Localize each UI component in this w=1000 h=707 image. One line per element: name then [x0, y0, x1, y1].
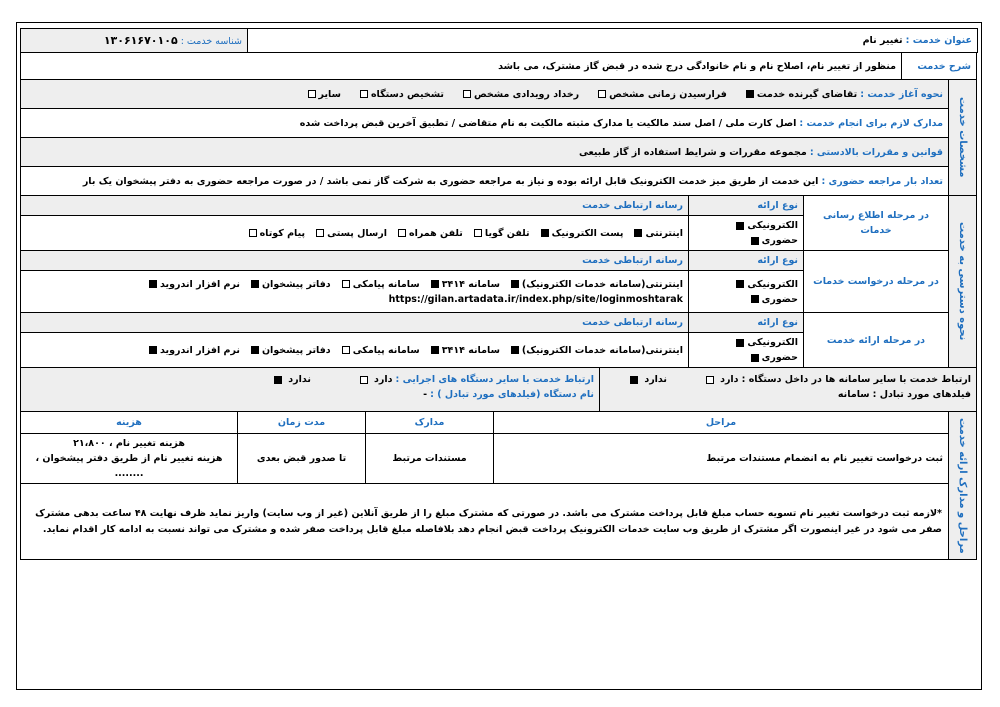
- stage2-media-0-label: اینترنتی(سامانه خدمات الکترونیک): [521, 344, 683, 356]
- external-no-checkbox[interactable]: [274, 376, 282, 384]
- stage0-media-4-checkbox[interactable]: [316, 229, 324, 237]
- stage0-media-3-option: [395, 226, 463, 241]
- stage0-media-1-checkbox[interactable]: [541, 229, 549, 237]
- stage-url-1[interactable]: https://gilan.artadata.ir/index.php/site/loginmoshtarak: [388, 293, 683, 305]
- stage2-type-1-label: حضوری: [761, 352, 798, 363]
- stage2-type-0-checkbox[interactable]: [736, 339, 744, 347]
- types-cell-2: [689, 333, 804, 368]
- steps-note: *لازمه ثبت درخواست تغییر نام تسویه حساب مبلغ قابل پرداخت مشترک می باشد. در صورتی که مشترک مبلغ را از طریق آنلاین (غیر از وب سایت) واریز نماید ظرف نهایت ۴۸ ساعت بدهی مشترک صفر می شود در غیر اینصورت اگر مشترک از طریق وب سایت خدمات الکترونیک پرداخت قبض انجام دهد بلافاصله مبلغ قابل پرداخت صفر شده و مشترک می تواند نسبت به ادامه کار اقدام نماید.: [21, 484, 949, 560]
- stage0-type-0-label: الکترونیکی: [747, 220, 798, 231]
- stage1-type-1-label: حضوری: [761, 293, 798, 305]
- step-cell: ثبت درخواست تغییر نام به انضمام مستندات مرتبط: [494, 434, 949, 484]
- media-header-0: رسانه ارتباطی خدمت: [21, 196, 689, 216]
- description-table: [20, 52, 977, 80]
- service-id-cell: [21, 29, 248, 53]
- laws-row: [21, 138, 949, 167]
- type-header-0: نوع ارائه: [689, 196, 804, 216]
- links-table: [20, 367, 977, 412]
- stage1-media-3-label: دفاتر پیشخوان: [261, 278, 331, 290]
- internal-no-label: ندارد: [644, 374, 667, 385]
- stage2-media-2-label: سامانه پیامکی: [352, 344, 420, 356]
- internal-no-checkbox[interactable]: [630, 376, 638, 384]
- steps-header: مراحل: [494, 412, 949, 434]
- stage2-media-0-option: [508, 343, 683, 358]
- start-0-option: [743, 87, 857, 102]
- media-cell-0: [21, 216, 689, 251]
- stage1-media-4-option: [146, 277, 240, 292]
- stage2-media-1-label: سامانه ۳۴۱۴: [441, 344, 500, 356]
- stage2-media-2-checkbox[interactable]: [342, 346, 350, 354]
- media-header-1: رسانه ارتباطی خدمت: [21, 251, 689, 271]
- stage0-media-5-label: پیام کوتاه: [259, 227, 306, 239]
- stage1-media-2-label: سامانه پیامکی: [352, 278, 420, 290]
- stage2-media-0-checkbox[interactable]: [511, 346, 519, 354]
- docs-value: اصل کارت ملی / اصل سند مالکیت یا مدارک مثبته مالکیت به نام متقاضی / تطبیق آخرین قبض پرداخت شده: [299, 117, 797, 129]
- stage2-media-1-checkbox[interactable]: [431, 346, 439, 354]
- docs-label: مدارک لازم برای انجام خدمت :: [799, 117, 943, 129]
- stage1-media-2-option: [339, 277, 420, 292]
- start-2-checkbox[interactable]: [463, 90, 471, 98]
- cost-line-1: هزینه تغییر نام ، ۲۱،۸۰۰: [73, 438, 185, 449]
- media-cell-1: [21, 271, 689, 313]
- visits-value: این خدمت از طریق میز خدمت الکترونیک قابل ارائه بوده و نیاز به مراجعه حضوری به شرکت گاز نمی باشد / در صورت مراجعه حضوری به دفتر پیشخوان یک بار: [82, 175, 819, 187]
- time-header: مدت زمان: [238, 412, 366, 434]
- internal-has-checkbox[interactable]: [706, 376, 714, 384]
- stage0-media-0-checkbox[interactable]: [634, 229, 642, 237]
- stage0-media-0-label: اینترنتی: [645, 227, 683, 239]
- external-no-label: ندارد: [288, 374, 311, 385]
- laws-value: مجموعه مقررات و شرایط استفاده از گاز طبیعی: [578, 146, 807, 158]
- stage2-media-3-checkbox[interactable]: [251, 346, 259, 354]
- stage2-type-1-option: [748, 350, 798, 365]
- stage0-type-1-label: حضوری: [761, 235, 798, 246]
- type-header-2: نوع ارائه: [689, 313, 804, 333]
- stage1-media-0-label: اینترنتی(سامانه خدمات الکترونیک): [521, 278, 683, 290]
- steps-table: [20, 411, 977, 560]
- stage-label-2: در مرحله ارائه خدمت: [804, 313, 949, 368]
- internal-has-label: دارد: [720, 374, 739, 385]
- access-table: [20, 195, 977, 368]
- internal-links-cell: [600, 368, 977, 412]
- stage-label-0: در مرحله اطلاع رسانی خدمات: [804, 196, 949, 251]
- stage0-type-1-option: [748, 233, 798, 248]
- stage2-type-1-checkbox[interactable]: [751, 354, 759, 362]
- cost-line-2: هزینه تغییر نام از طریق دفتر پیشخوان ، ........: [35, 453, 223, 479]
- step-cost-cell: [21, 434, 238, 484]
- start-0-checkbox[interactable]: [746, 90, 754, 98]
- service-title-value: تغییر نام: [862, 35, 903, 46]
- steps-section-label: مراحل و مدارک ارائه خدمت: [949, 412, 977, 560]
- stage1-type-0-option: [733, 277, 798, 292]
- service-title-cell: [248, 29, 978, 53]
- step-docs-cell: مستندات مرتبط: [366, 434, 494, 484]
- external-has-label: دارد: [374, 374, 393, 385]
- start-1-checkbox[interactable]: [598, 90, 606, 98]
- stage-label-1: در مرحله درخواست خدمات: [804, 251, 949, 313]
- start-2-label: رخداد رویدادی مشخص: [473, 88, 580, 100]
- specs-table: [20, 79, 977, 196]
- stage1-media-1-option: [428, 277, 500, 292]
- docs-row: [21, 109, 949, 138]
- step-time-cell: تا صدور قبض بعدی: [238, 434, 366, 484]
- stage1-type-0-label: الکترونیکی: [747, 278, 798, 290]
- stage2-media-3-option: [248, 343, 331, 358]
- stage2-media-4-checkbox[interactable]: [149, 346, 157, 354]
- device-value: -: [423, 389, 428, 400]
- start-4-option: [305, 87, 341, 102]
- service-id-label: شناسه خدمت :: [180, 35, 242, 47]
- media-cell-2: [21, 333, 689, 368]
- page-frame: [16, 22, 982, 690]
- stage1-type-1-checkbox[interactable]: [751, 295, 759, 303]
- service-id-value: ۱۳۰۶۱۶۷۰۱۰۵: [103, 33, 178, 47]
- stage0-media-4-label: ارسال پستی: [327, 227, 387, 239]
- start-1-label: فرارسیدن زمانی مشخص: [609, 88, 727, 100]
- stage0-media-2-checkbox[interactable]: [474, 229, 482, 237]
- stage1-media-0-checkbox[interactable]: [511, 280, 519, 288]
- start-0-label: تقاضای گیرنده خدمت: [756, 88, 858, 100]
- stage1-media-2-checkbox[interactable]: [342, 280, 350, 288]
- start-4-checkbox[interactable]: [308, 90, 316, 98]
- service-title-label: عنوان خدمت :: [905, 35, 972, 46]
- start-3-checkbox[interactable]: [360, 90, 368, 98]
- stage1-media-3-checkbox[interactable]: [251, 280, 259, 288]
- stage2-media-4-label: نرم افزار اندروید: [160, 344, 240, 356]
- stage0-type-0-option: [733, 218, 798, 233]
- stage1-media-3-option: [248, 277, 331, 292]
- stage1-media-1-label: سامانه ۳۴۱۴: [441, 278, 500, 290]
- stage1-media-0-option: [508, 277, 683, 292]
- description-label: شرح خدمت: [902, 53, 977, 80]
- access-section-label: نحوه دسترسی به خدمت: [949, 196, 977, 368]
- description-value: منظور از تغییر نام، اصلاح نام و نام خانوادگی درج شده در قبض گاز مشترک، می باشد: [21, 53, 902, 80]
- specs-section-label: مشخصات خدمت: [949, 80, 977, 196]
- stage1-media-4-label: نرم افزار اندروید: [160, 278, 240, 290]
- device-label: نام دستگاه (فیلدهای مورد تبادل ) :: [430, 389, 594, 400]
- cost-header: هزینه: [21, 412, 238, 434]
- media-header-2: رسانه ارتباطی خدمت: [21, 313, 689, 333]
- start-3-option: [357, 87, 444, 102]
- service-form: [20, 28, 977, 560]
- stage0-type-1-checkbox[interactable]: [751, 237, 759, 245]
- external-links-cell: [21, 368, 600, 412]
- stage0-media-5-checkbox[interactable]: [249, 229, 257, 237]
- start-label: نحوه آغاز خدمت :: [860, 88, 943, 100]
- stage1-type-0-checkbox[interactable]: [736, 280, 744, 288]
- start-1-option: [595, 87, 727, 102]
- stage0-type-0-checkbox[interactable]: [736, 222, 744, 230]
- stage2-media-1-option: [428, 343, 500, 358]
- visits-row: [21, 167, 949, 196]
- stage1-type-1-option: [748, 292, 798, 307]
- stage0-media-5-option: [246, 226, 306, 241]
- fields-label: فیلدهای مورد تبادل :: [872, 389, 971, 400]
- stage0-media-2-label: تلفن گویا: [484, 227, 530, 239]
- types-cell-1: [689, 271, 804, 313]
- external-links-label: ارتباط خدمت با سایر دستگاه های اجرایی :: [395, 374, 594, 385]
- header-table: [20, 28, 978, 53]
- stage0-media-2-option: [471, 226, 530, 241]
- laws-label: قوانین و مقررات بالادستی :: [809, 146, 943, 158]
- type-header-1: نوع ارائه: [689, 251, 804, 271]
- start-options: [289, 89, 858, 100]
- stage2-media-4-option: [146, 343, 240, 358]
- start-3-label: تشخیص دستگاه: [370, 88, 444, 100]
- start-2-option: [460, 87, 579, 102]
- stage0-media-1-option: [538, 226, 624, 241]
- stage0-media-3-checkbox[interactable]: [398, 229, 406, 237]
- stage1-media-4-checkbox[interactable]: [149, 280, 157, 288]
- stage2-type-0-option: [733, 335, 798, 350]
- types-cell-0: [689, 216, 804, 251]
- stage0-media-3-label: تلفن همراه: [409, 227, 463, 239]
- stage0-media-1-label: پست الکترونیک: [551, 227, 624, 239]
- internal-links-label: ارتباط خدمت با سایر سامانه ها در داخل دستگاه :: [741, 374, 971, 385]
- docs-header: مدارک: [366, 412, 494, 434]
- stage0-media-0-option: [631, 226, 683, 241]
- fields-value: سامانه: [837, 389, 870, 400]
- start-4-label: سایر: [318, 88, 341, 100]
- stage2-type-0-label: الکترونیکی: [747, 337, 798, 348]
- stage1-media-1-checkbox[interactable]: [431, 280, 439, 288]
- external-has-checkbox[interactable]: [360, 376, 368, 384]
- start-row: [21, 80, 949, 109]
- stage0-media-4-option: [313, 226, 387, 241]
- stage2-media-3-label: دفاتر پیشخوان: [261, 344, 331, 356]
- stage2-media-2-option: [339, 343, 420, 358]
- visits-label: تعداد بار مراجعه حضوری :: [821, 175, 943, 187]
